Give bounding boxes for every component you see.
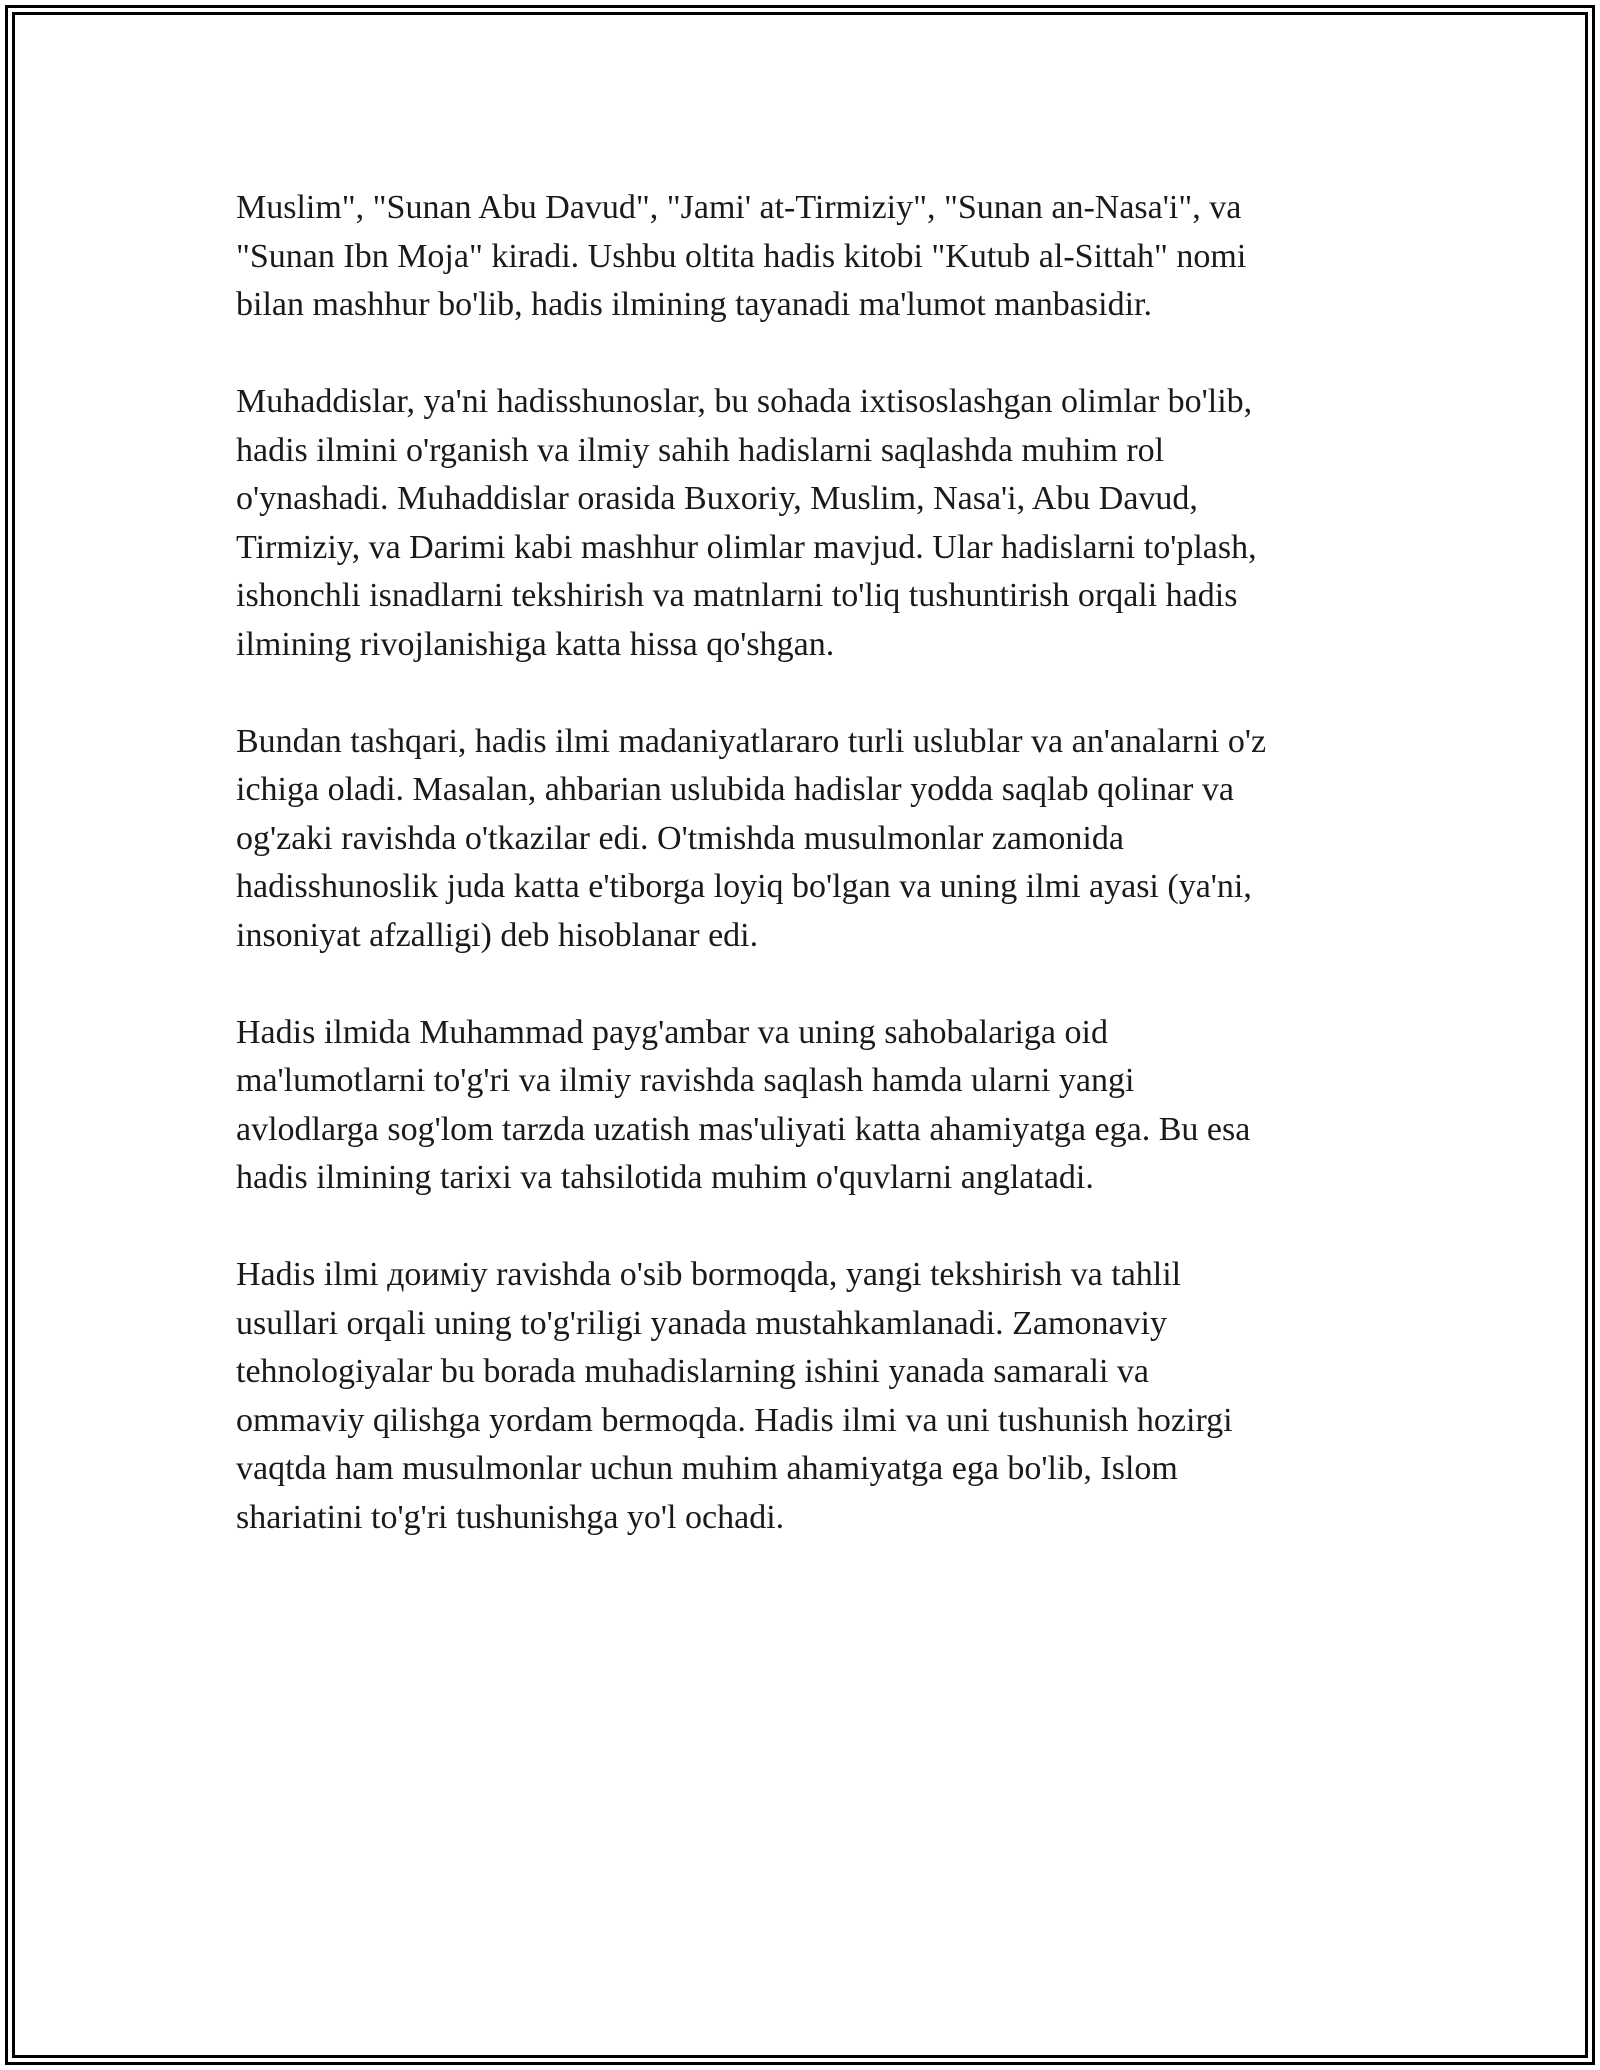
document-body: [236, 184, 1366, 1591]
paragraph-4: Hadis ilmida Muhammad payg'ambar va uning sahobalariga oid ma'lumotlarni to'g'ri va ilmiy ravishda saqlash hamda ularni yangi avlodlarga sog'lom tarzda uzatish mas'uliyati katta ahamiyatga ega. Bu esa hadis ilmining tarixi va tahsilotida muhim o'quvlarni anglatadi.: [236, 1013, 1251, 1196]
paragraph-3: Bundan tashqari, hadis ilmi madaniyatlararo turli uslublar va an'analarni o'z ichiga oladi. Masalan, ahbarian uslubida hadislar yodda saqlab qolinar va og'zaki ravishda o'tkazilar edi. O'tmishda musulmonlar zamonida hadisshunoslik juda katta e'tiborga loyiq bo'lgan va uning ilmi ayasi (ya'ni, insoniyat afzalligi) deb hisoblanar edi.: [236, 722, 1267, 954]
paragraph-2: Muhaddislar, ya'ni hadisshunoslar, bu sohada ixtisoslashgan olimlar bo'lib, hadis ilmini o'rganish va ilmiy sahih hadislarni saqlashda muhim rol o'ynashadi. Muhaddislar orasida Buxoriy, Muslim, Nasa'i, Abu Davud, Tirmiziy, va Darimi kabi mashhur olimlar mavjud. Ular hadislarni to'plash, ishonchli isnadlarni tekshirish va matnlarni to'liq tushuntirish orqali hadis ilmining rivojlanishiga katta hissa qo'shgan.: [236, 383, 1257, 663]
paragraph-5: Hadis ilmi доимiy ravishda o'sib bormoqda, yangi tekshirish va tahlil usullari orqali uning to'g'riligi yanada mustahkamlanadi. Zamonaviy tehnologiyalar bu borada muhadislarning ishini yanada samarali va ommaviy qilishga yordam bermoqda. Hadis ilmi va uni tushunish hozirgi vaqtda ham musulmonlar uchun muhim ahamiyatga ega bo'lib, Islom shariatini to'g'ri tushunishga yo'l ochadi.: [236, 1256, 1233, 1536]
paragraph-1: Muslim", "Sunan Abu Davud", "Jami' at-Tirmiziy", "Sunan an-Nasa'i", va "Sunan Ibn Moja" kiradi. Ushbu oltita hadis kitobi "Kutub al-Sittah" nomi bilan mashhur bo'lib, hadis ilmining tayanadi ma'lumot manbasidir.: [236, 189, 1247, 323]
